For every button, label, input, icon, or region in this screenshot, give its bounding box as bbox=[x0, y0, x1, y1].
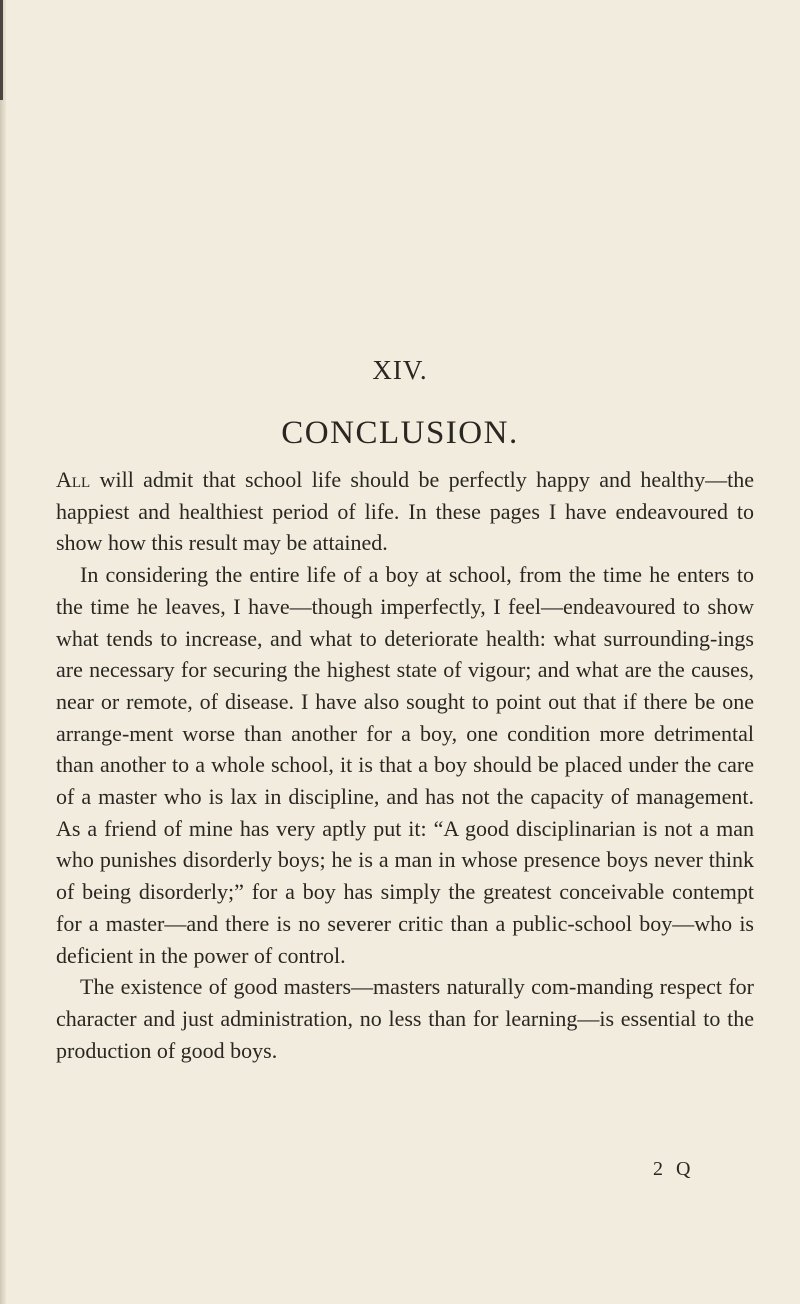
chapter-title: CONCLUSION. bbox=[281, 415, 519, 451]
paragraph-3: The existence of good masters—masters naturally com-manding respect for character and just administration, no less than for learning—is essential to the production of good boys. bbox=[56, 974, 754, 1063]
body-text bbox=[56, 464, 754, 1066]
page-binding-shadow bbox=[0, 0, 3, 100]
paragraph-1-lead: All bbox=[56, 467, 91, 492]
signature-mark: 2 Q bbox=[653, 1158, 695, 1180]
paragraph-1-text: will admit that school life should be perfectly happy and healthy—the happiest and healthiest period of life. In these pages I have endeavoured to show how this result may be attained. bbox=[56, 467, 754, 556]
paragraph-2: In considering the entire life of a boy at school, from the time he enters to the time he leaves, I have—though imperfectly, I feel—endeavoured to show what tends to increase, and what to deteriorate health: what surrounding-ings are necessary for securing the highest state of vigour; and what are the causes, near or remote, of disease. I have also sought to point out that if there be one arrange-ment worse than another for a boy, one condition more detrimental than another to a whole school, it is that a boy should be placed under the care of a master who is lax in discipline, and has not the capacity of management. As a friend of mine has very aptly put it: “A good disciplinarian is not a man who punishes disorderly boys; he is a man in whose presence boys never think of being disorderly;” for a boy has simply the greatest conceivable contempt for a master—and there is no severer critic than a public-school boy—who is deficient in the power of control. bbox=[56, 562, 754, 968]
chapter-number: XIV. bbox=[372, 355, 428, 385]
page-edge bbox=[0, 0, 6, 1304]
paragraph-1 bbox=[56, 464, 754, 559]
